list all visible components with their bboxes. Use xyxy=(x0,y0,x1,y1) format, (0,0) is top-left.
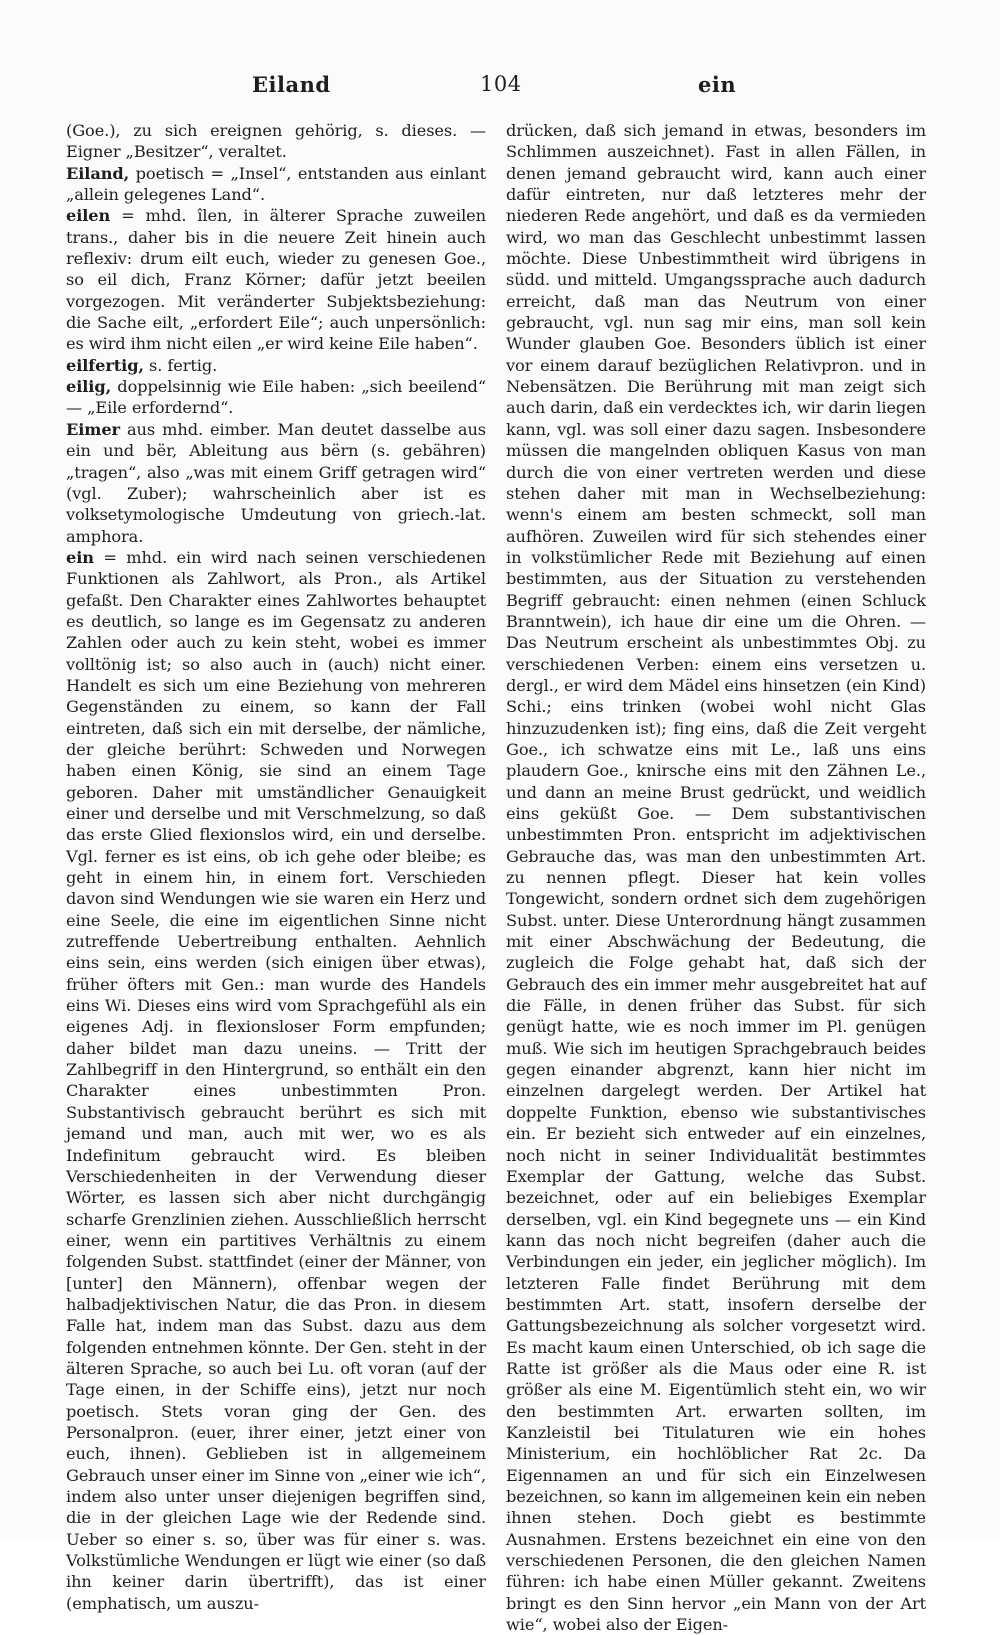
entry-text: s. fertig. xyxy=(143,355,218,375)
entry-text: drücken, daß sich jemand in etwas, besonders im Schlimmen auszeichnet). Fast in allen Fällen, in denen jemand gebraucht wird, kann auch einer dafür eintreten, nur daß letzteres mehr der niederen Rede angehört, und daß es da vermieden wird, wo man das Geschlecht unbestimmt lassen möchte. Diese Unbestimmtheit wird übrigens in südd. und mitteld. Umgangssprache auch dadurch erreicht, daß man das Neutrum von einer gebraucht, vgl. nun sag mir eins, man soll kein Wunder glauben Goe. Besonders üblich ist einer vor einem darauf bezüglichen Relativpron. und in Nebensätzen. Die Berührung mit man zeigt sich auch darin, daß ein verdecktes ich, wir darin liegen kann, vgl. was soll einer dazu sagen. Insbesondere müssen die mangelnden obliquen Kasus von man durch die von einer vertreten werden und diese stehen daher mit man in Wechselbeziehung: wenn's einem am besten schmeckt, soll man aufhören. Zuweilen wird für sich stehendes einer in volkstümlicher Rede mit Beziehung auf einen bestimmten, aus der Situation zu verstehenden Begriff gebraucht: einen nehmen (einen Schluck Branntwein), ich haue dir eine um die Ohren. — Das Neutrum erscheint als unbestimmtes Obj. zu verschiedenen Verben: einem eins versetzen u. dergl., er wird dem Mädel eins hinsetzen (ein Kind) Schi.; eins trinken (wobei wohl nicht Glas hinzuzudenken ist); fing eins, daß die Zeit vergeht Goe., ich schwatze eins mit Le., laß uns eins plaudern Goe., knirsche eins mit den Zähnen Le., und dann an meine Brust gedrückt, und weidlich eins geküßt Goe. — Dem substantivischen unbestimmten Pron. entspricht im adjektivischen Gebrauche das, was man den unbestimmten Art. zu nennen pflegt. Dieser hat kein volles Tongewicht, sondern ordnet sich dem zugehörigen Subst. unter. Diese Unterordnung hängt zusammen mit einer Abschwächung der Bedeutung, die zugleich die Folge gehabt hat, daß sich der Gebrauch des ein immer mehr ausgebreitet hat auf die Fälle, in denen früher das Subst. für sich genügt hatte, wie es noch immer im Pl. genügen muß. Wie sich im heutigen Sprachgebrauch beides gegen einander abgrenzt, kann hier nicht im einzelnen dargelegt werden. Der Artikel hat doppelte Funktion, ebenso wie substantivisches ein. Er bezieht sich entweder auf ein einzelnes, noch nicht in seiner Individualität bestimmtes Exemplar der Gattung, welche das Subst. bezeichnet, oder auf ein beliebiges Exemplar derselben, vgl. ein Kind begegnete uns — ein Kind kann das noch nicht begreifen (daher auch die Verbindungen ein jeder, ein jeglicher möglich). Im letzteren Falle findet Berührung mit dem bestimmten Art. statt, insofern derselbe der Gattungsbezeichnung als solcher vorgesetzt wird. Es macht kaum einen Unterschied, ob ich sage die Ratte ist größer als die Maus oder eine R. ist größer als eine M. Eigentümlich steht ein, wo wir den bestimmten Art. erwarten sollten, im Kanzleistil bei Titulaturen wie ein hohes Ministerium, ein hochlöblicher Rat 2c. Da Eigennamen an und für sich ein Einzelwesen bezeichnen, so kann im allgemeinen kein ein neben ihnen stehen. Doch giebt es bestimmte Ausnahmen. Erstens bezeichnet ein eine von den verschiedenen Personen, die den gleichen Namen führen: ich habe einen Müller gekannt. Zweitens bringt es den Sinn hervor „ein Mann von der Art wie“, wobei also der Eigen- xyxy=(506,121,926,1635)
headword: ein xyxy=(66,547,94,567)
entry-eilig xyxy=(66,376,486,419)
headword: eilig, xyxy=(66,377,112,397)
entry-eilen xyxy=(66,205,486,354)
headword: Eiland, xyxy=(66,163,130,183)
entry-text: poetisch = „Insel“, entstanden aus einlant „allein gelegenes Land“. xyxy=(66,163,486,205)
entry-eiland xyxy=(66,163,486,206)
entry-text: = mhd. ein wird nach seinen verschiedenen Funktionen als Zahlwort, als Pron., als Artikel gefaßt. Den Charakter eines Zahlwortes behauptet es deutlich, so lange es im Gegensatz zu anderen Zahlen oder auch zu kein steht, wobei es immer volltönig ist; so also auch in (auch) nicht einer. Handelt es sich um eine Beziehung von mehreren Gegenständen zu einem, so kann der Fall eintreten, daß sich ein mit derselbe, der nämliche, der gleiche berührt: Schweden und Norwegen haben einen König, sie sind an einem Tage geboren. Daher mit umständlicher Genauigkeit einer und derselbe und mit Verschmelzung, so daß das erste Glied flexionslos wird, ein und derselbe. Vgl. ferner es ist eins, ob ich gehe oder bleibe; es geht in einem hin, in einem fort. Verschieden davon sind Wendungen wie sie waren ein Herz und eine Seele, die eine im eigentlichen Sinne nicht zutreffende Uebertreibung enthalten. Aehnlich eins sein, eins werden (sich einigen über etwas), früher öfters mit Gen.: man wurde des Handels eins Wi. Dieses eins wird vom Sprachgefühl als ein eigenes Adj. in flexionsloser Form empfunden; daher bildet man dazu uneins. — Tritt der Zahlbegriff in den Hintergrund, so enthält ein den Charakter eines unbestimmten Pron. Substantivisch gebraucht berührt es sich mit jemand und man, auch mit wer, wo es als Indefinitum gebraucht wird. Es bleiben Verschiedenheiten in der Verwendung dieser Wörter, es lassen sich aber nicht durchgängig scharfe Grenzlinien ziehen. Ausschließlich herrscht einer, wenn ein partitives Verhältnis zu einem folgenden Subst. stattfindet (einer der Männer, von [unter] den Männern), offenbar wegen der halbadjektivischen Natur, die das Pron. in diesem Falle hat, indem man das Subst. dazu aus dem folgenden entnehmen könnte. Der Gen. steht in der älteren Sprache, so auch bei Lu. oft voran (auf der Tage einen, in der Schiffe eins), jetzt nur noch poetisch. Stets voran ging der Gen. des Personalpron. (euer, ihrer einer, jetzt einer von euch, ihnen). Geblieben ist in allgemeinem Gebrauch unser einer im Sinne von „einer wie ich“, indem also unter unser diejenigen begriffen sind, die in der gleichen Lage wie der Redende sind. Ueber so einer s. so, über was für einer s. was. Volkstümliche Wendungen er lügt wie einer (so daß ihn keiner darin übertrifft), das ist einer (emphatisch, um auszu- xyxy=(66,547,486,1613)
entry-eimer xyxy=(66,419,486,547)
page-number: 104 xyxy=(480,72,522,96)
page-header xyxy=(66,72,934,102)
headword: Eimer xyxy=(66,419,120,439)
entry-text: aus mhd. eimber. Man deutet dasselbe aus ein und bër, Ableitung aus bërn (s. gebähren) „tragen“, also „was mit einem Griff getragen wird“ (vgl. Zuber); wahrscheinlich aber ist es volksetymologische Umdeutung von griech.-lat. amphora. xyxy=(66,419,486,546)
entry-ein xyxy=(66,547,486,1614)
entry-text: doppelsinnig wie Eile haben: „sich beeilend“ — „Eile erfordernd“. xyxy=(66,377,486,418)
headword: eilen xyxy=(66,206,111,226)
entry-continuation xyxy=(66,120,486,163)
entry-text: = mhd. îlen, in älterer Sprache zuweilen trans., daher bis in die neuere Zeit hinein auch reflexiv: drum eilt euch, wieder zu genesen Goe., so eil dich, Franz Körner; dafür jetzt beeilen vorgezogen. Mit veränderter Subjektsbeziehung: die Sache eilt, „erfordert Eile“; auch unpersönlich: es wird ihm nicht eilen „er wird keine Eile haben“. xyxy=(66,206,486,354)
left-column xyxy=(66,120,486,1614)
right-column xyxy=(506,120,926,1635)
entry-eilfertig xyxy=(66,355,486,376)
headword: eilfertig, xyxy=(66,355,144,375)
header-right-guideword: ein xyxy=(698,72,737,97)
entry-text: (Goe.), zu sich ereignen gehörig, s. dieses. — Eigner „Besitzer“, veraltet. xyxy=(66,121,486,162)
entry-ein-continued xyxy=(506,120,926,1635)
header-left-guideword: Eiland xyxy=(252,72,331,97)
